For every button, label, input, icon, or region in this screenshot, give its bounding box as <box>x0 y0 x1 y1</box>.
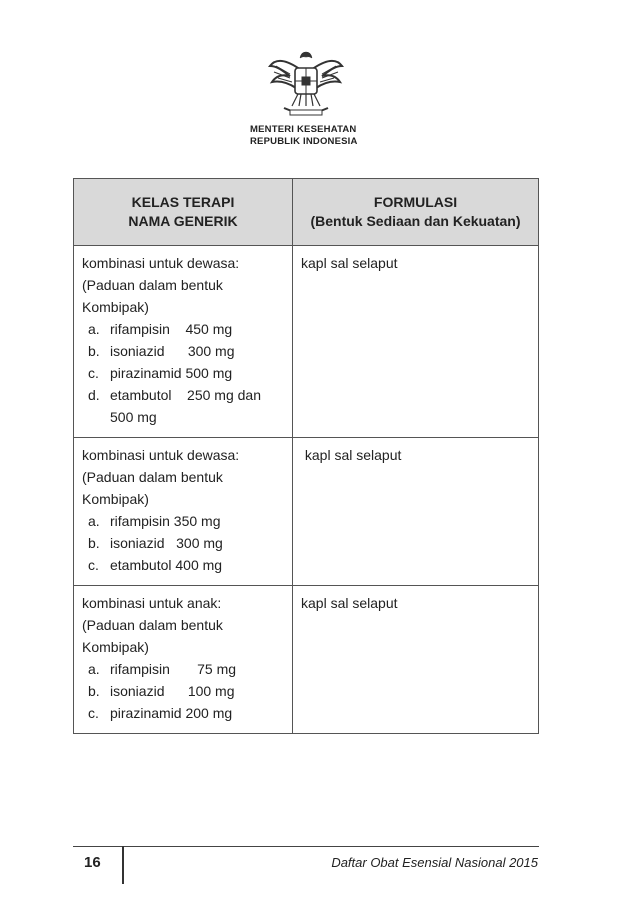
list-item <box>82 532 284 554</box>
list-item <box>82 340 284 362</box>
header-col2-line1: FORMULASI <box>373 194 458 210</box>
regimen-description-line: kombinasi untuk dewasa: <box>82 447 240 463</box>
formulation-text: kapl sal selaput <box>301 447 402 463</box>
page-number: 16 <box>84 854 101 871</box>
formulation-text: kapl sal selaput <box>301 255 398 271</box>
list-item-text: etambutol 250 mg dan <box>110 387 261 403</box>
list-item-marker: a. <box>88 513 100 529</box>
table-header-row <box>74 179 539 246</box>
drug-table <box>73 178 539 734</box>
list-item <box>82 658 284 680</box>
regimen-description-line: (Paduan dalam bentuk <box>82 469 223 485</box>
garuda-emblem-icon <box>268 44 344 122</box>
regimen-description-line: kombinasi untuk anak: <box>82 595 222 611</box>
list-item-text: 500 mg <box>110 409 157 425</box>
list-item-marker: a. <box>88 661 100 677</box>
regimen-description-line: Kombipak) <box>82 639 149 655</box>
list-item-text: isoniazid 300 mg <box>110 343 235 359</box>
generic-name-cell <box>74 438 293 586</box>
ministry-line-1: MENTERI KESEHATAN <box>250 124 357 135</box>
list-item-text: rifampisin 350 mg <box>110 513 221 529</box>
generic-name-cell <box>74 586 293 734</box>
footer-rule <box>73 846 539 847</box>
generic-name-cell <box>74 246 293 438</box>
list-item <box>82 680 284 702</box>
regimen-description-line: Kombipak) <box>82 491 149 507</box>
list-item <box>82 384 284 406</box>
list-item <box>82 406 284 428</box>
list-item-text: pirazinamid 500 mg <box>110 365 233 381</box>
footer-divider <box>122 846 124 884</box>
list-item-marker: b. <box>88 343 100 359</box>
list-item-marker: c. <box>88 705 99 721</box>
list-item-text: rifampisin 450 mg <box>110 321 233 337</box>
list-item-marker: b. <box>88 683 100 699</box>
header-formulasi <box>293 179 539 246</box>
header-col2-line2: (Bentuk Sediaan dan Kekuatan) <box>310 213 521 229</box>
table-row <box>74 438 539 586</box>
list-item-text: isoniazid 100 mg <box>110 683 235 699</box>
formulation-cell <box>293 246 539 438</box>
list-item-text: rifampisin 75 mg <box>110 661 237 677</box>
list-item <box>82 510 284 532</box>
list-item-marker: a. <box>88 321 100 337</box>
list-item-marker: c. <box>88 557 99 573</box>
header-col1-line2: NAMA GENERIK <box>128 213 238 229</box>
header-kelas-terapi <box>74 179 293 246</box>
list-item <box>82 702 284 724</box>
list-item-text: isoniazid 300 mg <box>110 535 223 551</box>
regimen-description-line: kombinasi untuk dewasa: <box>82 255 240 271</box>
regimen-description-line: (Paduan dalam bentuk <box>82 277 223 293</box>
table-row <box>74 246 539 438</box>
ministry-line-2: REPUBLIK INDONESIA <box>250 136 358 147</box>
formulation-cell <box>293 438 539 586</box>
regimen-description-line: Kombipak) <box>82 299 149 315</box>
list-item <box>82 362 284 384</box>
list-item-marker: b. <box>88 535 100 551</box>
book-title: Daftar Obat Esensial Nasional 2015 <box>331 855 538 870</box>
list-item-marker: c. <box>88 365 99 381</box>
ministry-header <box>250 124 358 148</box>
regimen-description-line: (Paduan dalam bentuk <box>82 617 223 633</box>
list-item <box>82 318 284 340</box>
formulation-text: kapl sal selaput <box>301 595 398 611</box>
table-row <box>74 586 539 734</box>
formulation-cell <box>293 586 539 734</box>
list-item-text: pirazinamid 200 mg <box>110 705 233 721</box>
list-item-text: etambutol 400 mg <box>110 557 223 573</box>
list-item <box>82 554 284 576</box>
list-item-marker: d. <box>88 387 100 403</box>
header-col1-line1: KELAS TERAPI <box>131 194 235 210</box>
list-item-marker <box>82 406 110 428</box>
